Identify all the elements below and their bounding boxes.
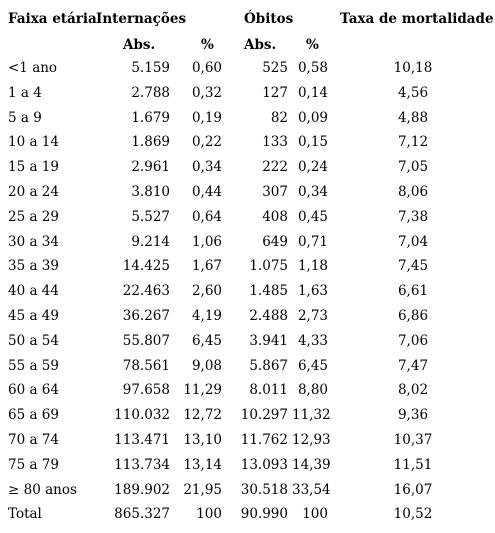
cell-internacoes-pct: 0,64 xyxy=(191,208,222,225)
cell-internacoes-pct: 0,32 xyxy=(191,84,222,101)
table-row xyxy=(0,477,495,503)
cell-age-group: 65 a 69 xyxy=(8,407,59,424)
cell-taxa-mortalidade: 8,02 xyxy=(397,382,429,399)
cell-internacoes-abs: 865.327 xyxy=(114,506,170,523)
cell-internacoes-abs: 36.267 xyxy=(122,308,170,324)
cell-age-group: 30 a 34 xyxy=(8,233,59,250)
table-row xyxy=(0,402,495,428)
cell-age-group: 60 a 64 xyxy=(8,382,59,399)
cell-age-group: 55 a 59 xyxy=(8,357,59,374)
cell-internacoes-abs: 55.807 xyxy=(122,332,170,349)
cell-obitos-abs: 3.941 xyxy=(249,332,288,349)
cell-obitos-abs: 127 xyxy=(262,84,288,101)
cell-internacoes-pct: 0,19 xyxy=(191,109,222,126)
cell-internacoes-abs: 113.734 xyxy=(114,456,170,473)
cell-internacoes-pct: 0,34 xyxy=(191,159,222,176)
cell-internacoes-abs: 3.810 xyxy=(131,184,170,200)
cell-obitos-abs: 649 xyxy=(262,233,288,250)
header-age-group: Faixa etária xyxy=(8,11,97,27)
cell-internacoes-abs: 189.902 xyxy=(114,481,170,498)
cell-obitos-abs: 82 xyxy=(270,109,288,126)
header-internacoes: Internações xyxy=(96,11,187,27)
header-internacoes-pct: % xyxy=(201,37,214,53)
cell-taxa-mortalidade: 4,88 xyxy=(397,109,429,126)
header-obitos-abs: Abs. xyxy=(244,37,277,53)
cell-obitos-pct: 11,32 xyxy=(292,407,331,424)
cell-internacoes-pct: 0,44 xyxy=(191,184,222,200)
cell-obitos-abs: 11.762 xyxy=(240,432,288,448)
table-row xyxy=(0,105,495,131)
cell-obitos-abs: 525 xyxy=(262,60,288,76)
cell-obitos-abs: 408 xyxy=(262,208,288,225)
cell-obitos-abs: 307 xyxy=(262,184,288,200)
cell-taxa-mortalidade: 6,61 xyxy=(397,283,429,300)
cell-age-group: Total xyxy=(8,506,42,523)
cell-obitos-pct: 0,34 xyxy=(297,184,328,200)
cell-taxa-mortalidade: 6,86 xyxy=(397,308,429,324)
cell-age-group: 1 a 4 xyxy=(8,84,42,101)
table-row xyxy=(0,328,495,354)
cell-internacoes-abs: 78.561 xyxy=(122,357,170,374)
cell-obitos-pct: 4,33 xyxy=(297,332,328,349)
cell-taxa-mortalidade: 10,52 xyxy=(393,506,433,523)
cell-internacoes-pct: 2,60 xyxy=(191,283,222,300)
cell-internacoes-abs: 5.159 xyxy=(131,60,170,76)
cell-taxa-mortalidade: 10,37 xyxy=(393,432,433,448)
cell-internacoes-abs: 5.527 xyxy=(131,208,170,225)
cell-taxa-mortalidade: 9,36 xyxy=(397,407,429,424)
cell-internacoes-abs: 97.658 xyxy=(122,382,170,399)
table-row xyxy=(0,154,495,180)
cell-internacoes-pct: 11,29 xyxy=(183,382,222,399)
cell-obitos-abs: 133 xyxy=(262,134,288,151)
cell-internacoes-pct: 6,45 xyxy=(191,332,222,349)
cell-internacoes-pct: 0,22 xyxy=(191,134,222,151)
cell-internacoes-abs: 113.471 xyxy=(114,432,170,448)
cell-taxa-mortalidade: 10,18 xyxy=(393,60,433,76)
cell-age-group: 20 a 24 xyxy=(8,184,59,200)
table-row xyxy=(0,303,495,329)
header-internacoes-abs: Abs. xyxy=(123,37,156,53)
cell-internacoes-abs: 14.425 xyxy=(122,258,170,275)
table-row xyxy=(0,278,495,304)
cell-internacoes-abs: 22.463 xyxy=(122,283,170,300)
cell-obitos-pct: 33,54 xyxy=(292,481,331,498)
cell-age-group: 25 a 29 xyxy=(8,208,59,225)
cell-internacoes-pct: 12,72 xyxy=(183,407,222,424)
table-row xyxy=(0,80,495,106)
cell-internacoes-abs: 2.961 xyxy=(131,159,170,176)
cell-internacoes-abs: 1.679 xyxy=(131,109,170,126)
cell-obitos-abs: 2.488 xyxy=(249,308,288,324)
cell-taxa-mortalidade: 7,06 xyxy=(397,332,429,349)
cell-internacoes-pct: 21,95 xyxy=(183,481,222,498)
cell-internacoes-abs: 110.032 xyxy=(114,407,170,424)
cell-age-group: 10 a 14 xyxy=(8,134,59,151)
table-row xyxy=(0,179,495,205)
cell-obitos-pct: 1,63 xyxy=(297,283,328,300)
cell-obitos-abs: 8.011 xyxy=(249,382,288,399)
cell-obitos-pct: 6,45 xyxy=(297,357,328,374)
cell-obitos-pct: 2,73 xyxy=(297,308,328,324)
cell-obitos-abs: 30.518 xyxy=(240,481,288,498)
cell-obitos-pct: 0,58 xyxy=(297,60,328,76)
cell-obitos-pct: 0,45 xyxy=(297,208,328,225)
cell-age-group: 75 a 79 xyxy=(8,456,59,473)
cell-age-group: 5 a 9 xyxy=(8,109,42,126)
table-header-row-1 xyxy=(0,6,495,32)
header-taxa-mortalidade: Taxa de mortalidade xyxy=(340,11,494,27)
cell-internacoes-pct: 9,08 xyxy=(191,357,222,374)
table-row xyxy=(0,377,495,403)
cell-taxa-mortalidade: 7,38 xyxy=(397,208,429,225)
cell-obitos-abs: 10.297 xyxy=(240,407,288,424)
cell-internacoes-pct: 13,14 xyxy=(183,456,222,473)
header-obitos: Óbitos xyxy=(244,11,294,27)
table-row xyxy=(0,55,495,81)
cell-age-group: 35 a 39 xyxy=(8,258,59,275)
cell-obitos-pct: 0,24 xyxy=(297,159,328,176)
cell-obitos-pct: 0,14 xyxy=(297,84,328,101)
table-row xyxy=(0,204,495,230)
cell-obitos-pct: 14,39 xyxy=(292,456,331,473)
cell-obitos-abs: 222 xyxy=(262,159,288,176)
cell-obitos-pct: 8,80 xyxy=(297,382,328,399)
cell-obitos-pct: 0,09 xyxy=(297,109,328,126)
table-row xyxy=(0,353,495,379)
header-obitos-pct: % xyxy=(306,37,319,53)
cell-age-group: 15 a 19 xyxy=(8,159,59,176)
cell-age-group: <1 ano xyxy=(8,60,58,76)
cell-taxa-mortalidade: 7,04 xyxy=(397,233,429,250)
cell-internacoes-pct: 100 xyxy=(196,506,222,523)
cell-internacoes-pct: 4,19 xyxy=(191,308,222,324)
cell-obitos-abs: 1.075 xyxy=(249,258,288,275)
cell-obitos-pct: 0,15 xyxy=(297,134,328,151)
cell-age-group: 50 a 54 xyxy=(8,332,59,349)
cell-taxa-mortalidade: 7,45 xyxy=(397,258,429,275)
cell-taxa-mortalidade: 7,05 xyxy=(397,159,429,176)
table-row xyxy=(0,253,495,279)
cell-taxa-mortalidade: 16,07 xyxy=(393,481,433,498)
cell-taxa-mortalidade: 7,12 xyxy=(397,134,429,151)
table-row xyxy=(0,427,495,453)
cell-internacoes-abs: 9.214 xyxy=(131,233,170,250)
cell-internacoes-pct: 13,10 xyxy=(183,432,222,448)
cell-obitos-pct: 100 xyxy=(302,506,328,523)
cell-obitos-abs: 1.485 xyxy=(249,283,288,300)
cell-age-group: 70 a 74 xyxy=(8,432,59,448)
cell-taxa-mortalidade: 11,51 xyxy=(393,456,433,473)
table-row xyxy=(0,129,495,155)
table-row xyxy=(0,229,495,255)
cell-obitos-abs: 90.990 xyxy=(240,506,288,523)
cell-obitos-abs: 13.093 xyxy=(240,456,288,473)
cell-age-group: ≥ 80 anos xyxy=(8,481,77,498)
cell-taxa-mortalidade: 7,47 xyxy=(397,357,429,374)
cell-age-group: 40 a 44 xyxy=(8,283,59,300)
table-row xyxy=(0,452,495,478)
cell-internacoes-pct: 1,67 xyxy=(191,258,222,275)
cell-taxa-mortalidade: 4,56 xyxy=(397,84,429,101)
cell-obitos-pct: 0,71 xyxy=(297,233,328,250)
cell-obitos-pct: 12,93 xyxy=(292,432,331,448)
cell-internacoes-abs: 1.869 xyxy=(131,134,170,151)
cell-internacoes-pct: 1,06 xyxy=(191,233,222,250)
cell-internacoes-pct: 0,60 xyxy=(191,60,222,76)
cell-obitos-pct: 1,18 xyxy=(297,258,328,275)
cell-age-group: 45 a 49 xyxy=(8,308,59,324)
cell-obitos-abs: 5.867 xyxy=(249,357,288,374)
table-row-total xyxy=(0,501,495,527)
cell-taxa-mortalidade: 8,06 xyxy=(397,184,429,200)
cell-internacoes-abs: 2.788 xyxy=(131,84,170,101)
